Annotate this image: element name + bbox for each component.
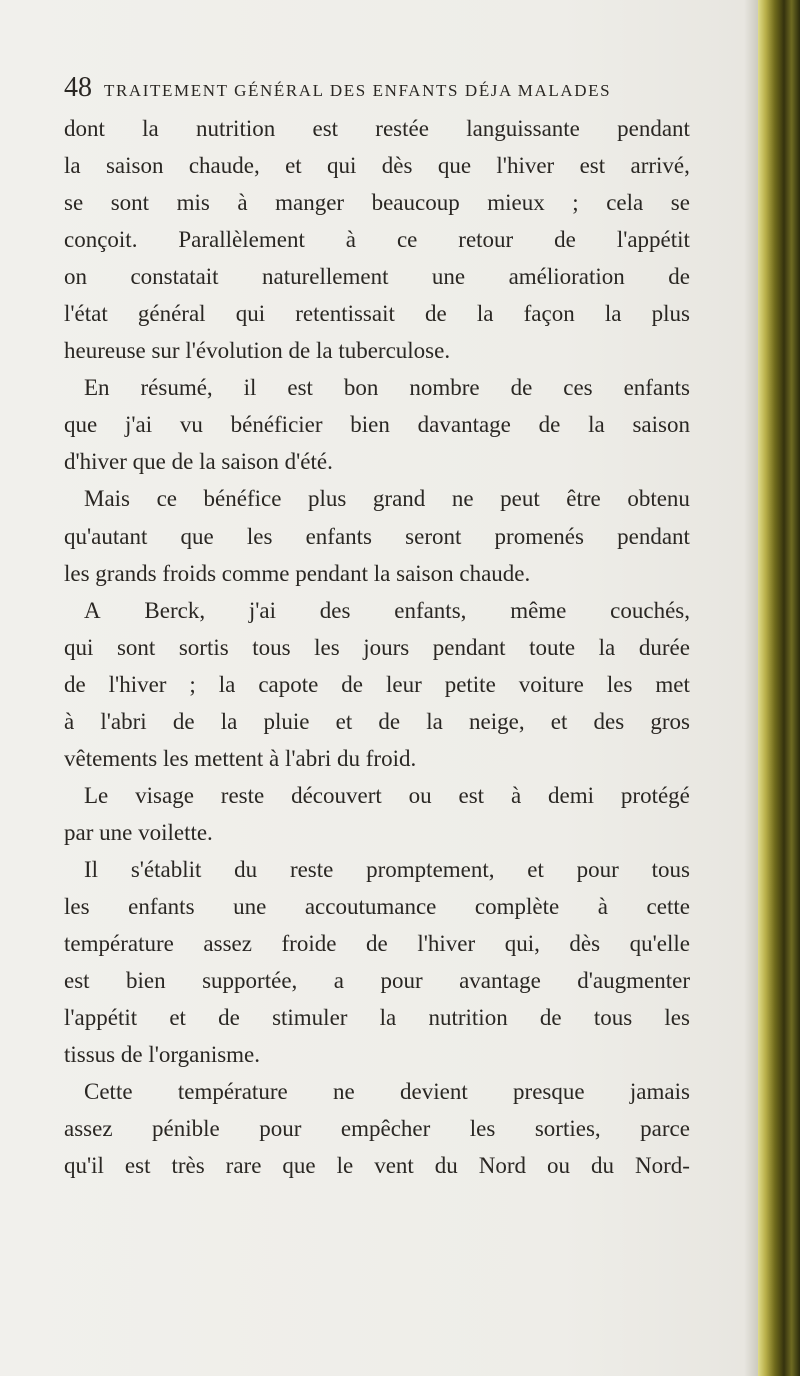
book-binding-edge: [758, 0, 800, 1376]
text-line: par une voilette.: [64, 819, 213, 845]
text-line: à l'abri de la pluie et de la neige, et des gros: [64, 708, 690, 734]
page-header: [64, 72, 684, 106]
text-line: est bien supportée, a pour avantage d'augmenter: [64, 968, 690, 994]
text-line: d'hiver que de la saison d'été.: [64, 449, 333, 475]
text-line: de l'hiver ; la capote de leur petite voiture les met: [64, 671, 690, 697]
text-line: Il s'établit du reste promptement, et pour tous: [84, 856, 690, 882]
body-text: [64, 110, 690, 1184]
text-line: vêtements les mettent à l'abri du froid.: [64, 745, 417, 771]
text-line: Mais ce bénéfice plus grand ne peut être obtenu: [84, 486, 690, 512]
text-line: Le visage reste découvert ou est à demi protégé: [84, 782, 690, 808]
text-line: tissus de l'organisme.: [64, 1042, 261, 1068]
paragraph: [64, 851, 690, 1073]
text-line: la saison chaude, et qui dès que l'hiver est arrivé,: [64, 153, 690, 179]
paragraph: [64, 1073, 690, 1184]
text-line: A Berck, j'ai des enfants, même couchés,: [84, 597, 690, 623]
text-line: l'état général qui retentissait de la façon la plus: [64, 301, 690, 327]
text-line: que j'ai vu bénéficier bien davantage de la saison: [64, 412, 690, 438]
paragraph: [64, 369, 690, 480]
paragraph: [64, 480, 690, 591]
text-line: l'appétit et de stimuler la nutrition de tous les: [64, 1005, 690, 1031]
page-gutter-shadow: [744, 0, 758, 1376]
text-line: température assez froide de l'hiver qui, dès qu'elle: [64, 931, 690, 957]
paragraph: [64, 592, 690, 777]
text-line: on constatait naturellement une amélioration de: [64, 264, 690, 290]
paragraph: [64, 777, 690, 851]
text-line: les enfants une accoutumance complète à cette: [64, 893, 690, 919]
text-line: qu'il est très rare que le vent du Nord ou du Nord-: [64, 1153, 690, 1179]
paragraph: [64, 110, 690, 369]
text-line: assez pénible pour empêcher les sorties, parce: [64, 1116, 690, 1142]
text-line: qu'autant que les enfants seront promenés pendant: [64, 523, 690, 549]
text-line: les grands froids comme pendant la saison chaude.: [64, 560, 531, 586]
text-line: conçoit. Parallèlement à ce retour de l'appétit: [64, 227, 690, 253]
text-line: qui sont sortis tous les jours pendant toute la durée: [64, 634, 690, 660]
text-line: Cette température ne devient presque jamais: [84, 1079, 690, 1105]
text-line: se sont mis à manger beaucoup mieux ; cela se: [64, 190, 690, 216]
text-line: dont la nutrition est restée languissante pendant: [64, 116, 690, 141]
text-line: heureuse sur l'évolution de la tuberculose.: [64, 338, 451, 364]
text-line: En résumé, il est bon nombre de ces enfants: [84, 375, 690, 401]
running-head: TRAITEMENT GÉNÉRAL DES ENFANTS DÉJA MALADES: [104, 81, 612, 100]
page-number: 48: [64, 72, 92, 103]
